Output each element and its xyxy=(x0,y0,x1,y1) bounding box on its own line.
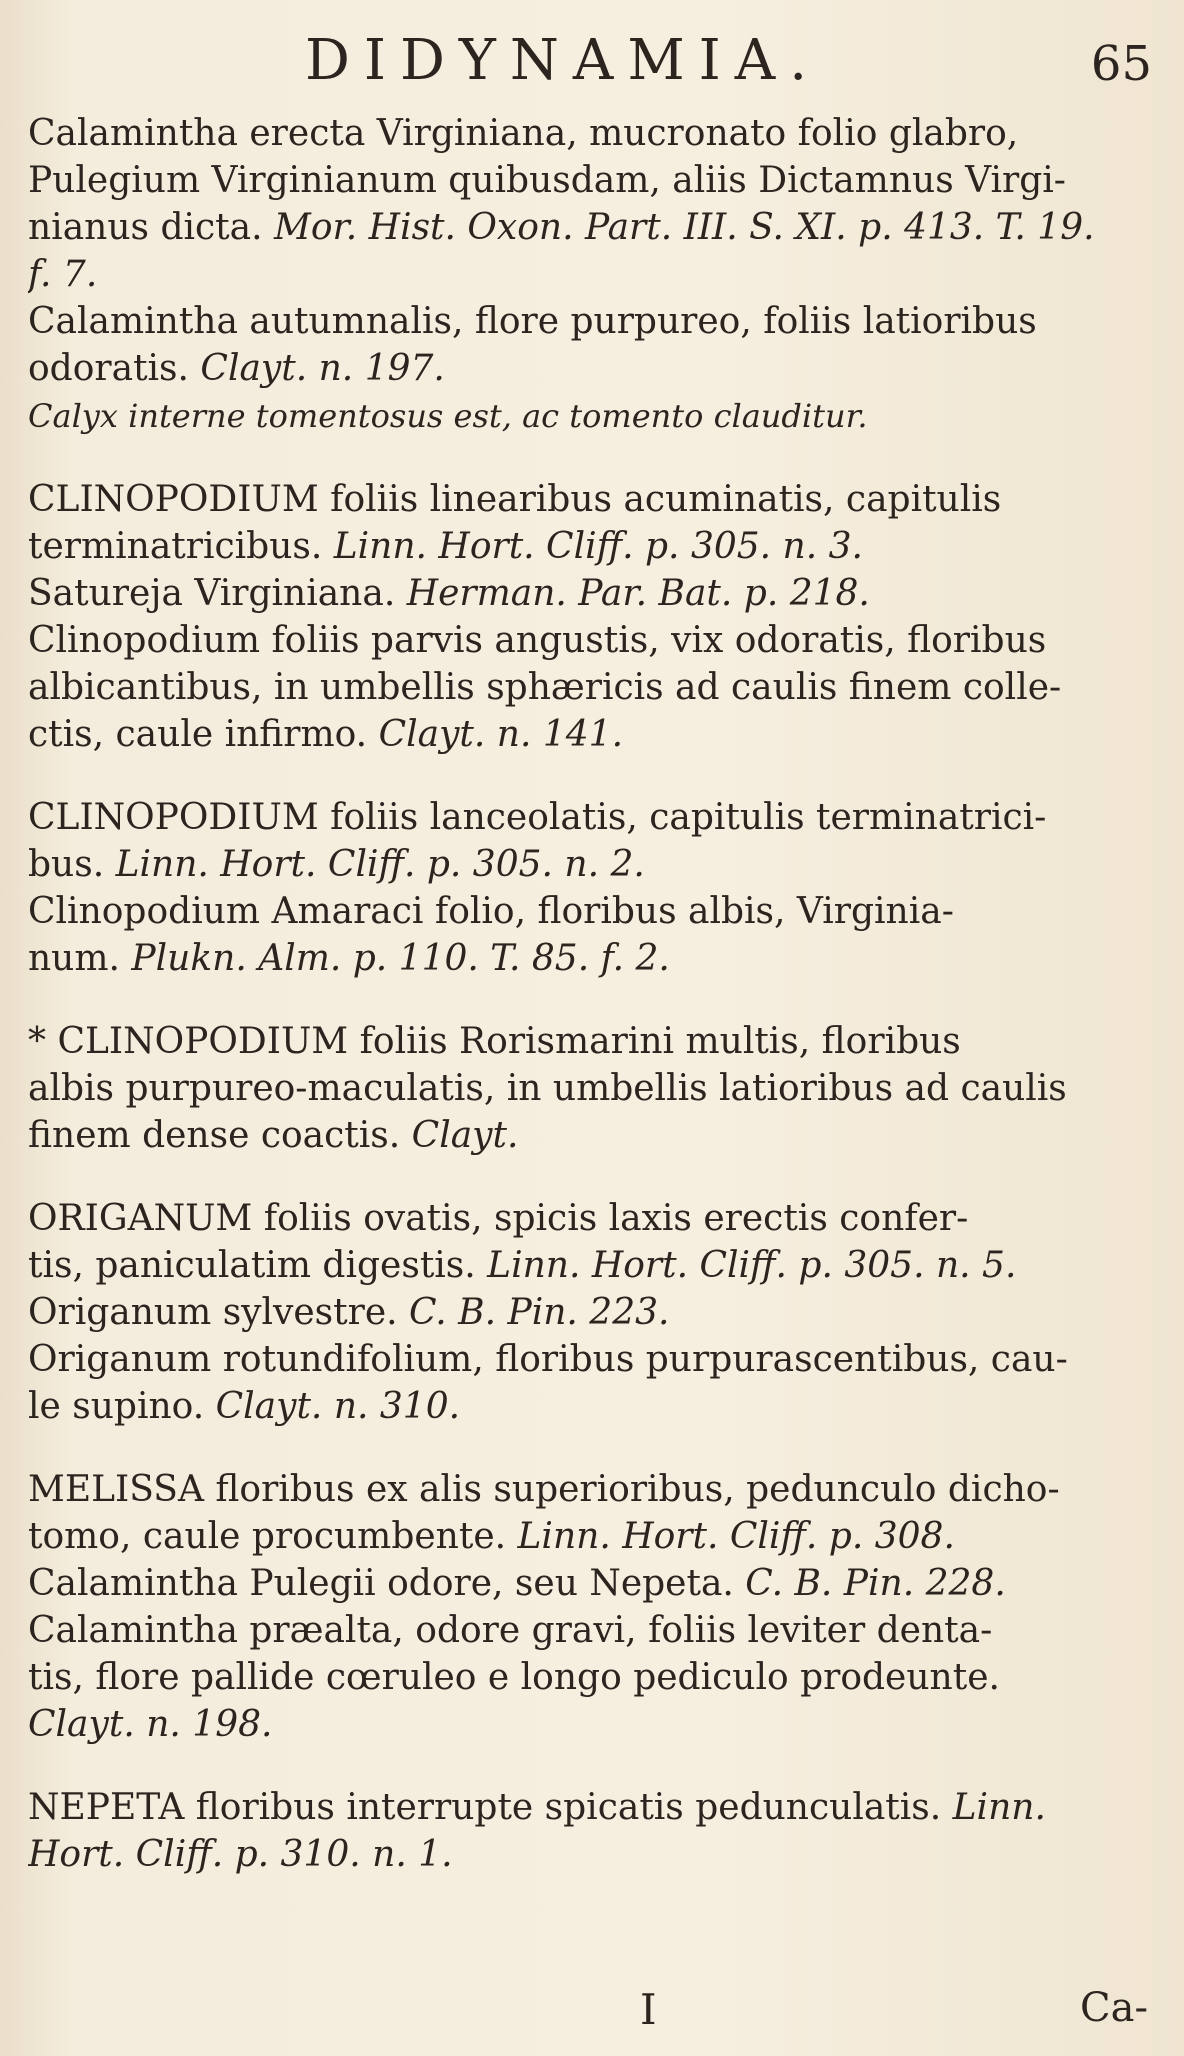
line-text: nianus dicta. xyxy=(28,207,263,248)
line-text: ctis, caule infirmo. xyxy=(28,714,368,755)
line-text: albis purpureo-maculatis, in umbellis latioribus ad caulis xyxy=(28,1068,1067,1109)
page-footer xyxy=(0,1985,1184,2045)
text-line xyxy=(28,345,1156,392)
text-line xyxy=(28,1336,1156,1383)
line-text: le supino. xyxy=(28,1386,205,1427)
text-line xyxy=(28,1242,1156,1289)
citation-reference: Hort. Cliff. p. 310. n. 1. xyxy=(28,1834,453,1875)
text-line xyxy=(28,664,1156,711)
text-line xyxy=(28,392,1156,440)
text-line xyxy=(28,204,1156,251)
text-line xyxy=(28,1466,1156,1513)
line-text: finem dense coactis. xyxy=(28,1115,401,1156)
botanical-entry xyxy=(28,476,1156,758)
signature-mark: I xyxy=(640,1985,657,2034)
line-text: CLINOPODIUM foliis linearibus acuminatis, capitulis xyxy=(28,479,1002,520)
citation-reference: Linn. Hort. Cliff. p. 305. n. 2. xyxy=(104,844,645,885)
text-line xyxy=(28,1018,1156,1065)
text-line xyxy=(28,1383,1156,1430)
line-text: Clinopodium foliis parvis angustis, vix odoratis, floribus xyxy=(28,620,1047,661)
citation-reference: Clayt. n. 141. xyxy=(367,714,624,755)
citation-reference: Linn. Hort. Cliff. p. 305. n. 5. xyxy=(475,1245,1017,1286)
botanical-entry xyxy=(28,794,1156,982)
citation-reference: Linn. xyxy=(941,1787,1046,1828)
botanical-entry xyxy=(28,110,1156,440)
text-line xyxy=(28,888,1156,935)
citation-reference: Clayt. n. 198. xyxy=(28,1704,273,1745)
botanical-note: Calyx interne tomentosus est, ac tomento clauditur. xyxy=(28,397,868,435)
line-text: NEPETA floribus interrupte spicatis pedunculatis. xyxy=(28,1787,942,1828)
text-line xyxy=(28,841,1156,888)
text-line xyxy=(28,617,1156,664)
text-line xyxy=(28,1784,1156,1831)
text-line xyxy=(28,1654,1156,1701)
line-text: MELISSA floribus ex alis superioribus, pedunculo dicho- xyxy=(28,1469,1060,1510)
running-title: DIDYNAMIA. xyxy=(305,28,822,93)
line-text: tis, flore pallide cœruleo e longo pediculo prodeunte. xyxy=(28,1657,1000,1698)
text-line xyxy=(28,157,1156,204)
text-line xyxy=(28,1112,1156,1159)
page-body xyxy=(28,110,1156,1914)
line-text: albicantibus, in umbellis sphæricis ad caulis finem colle- xyxy=(28,667,1062,708)
text-line xyxy=(28,298,1156,345)
text-line xyxy=(28,110,1156,157)
line-text: Origanum sylvestre. xyxy=(28,1292,398,1333)
citation-reference: Plukn. Alm. p. 110. T. 85. f. 2. xyxy=(119,938,670,979)
botanical-entry xyxy=(28,1466,1156,1748)
line-text: Calamintha præalta, odore gravi, foliis leviter denta- xyxy=(28,1610,993,1651)
line-text: tomo, caule procumbente. xyxy=(28,1516,507,1557)
line-text: terminatricibus. xyxy=(28,526,323,567)
line-text: ORIGANUM foliis ovatis, spicis laxis erectis confer- xyxy=(28,1198,969,1239)
text-line xyxy=(28,1607,1156,1654)
botanical-entry xyxy=(28,1195,1156,1430)
line-text: bus. xyxy=(28,844,105,885)
text-line xyxy=(28,935,1156,982)
citation-reference: Clayt. n. 197. xyxy=(188,348,445,389)
text-line xyxy=(28,711,1156,758)
line-text: CLINOPODIUM foliis lanceolatis, capitulis terminatrici- xyxy=(28,797,1047,838)
text-line xyxy=(28,1289,1156,1336)
text-line xyxy=(28,1560,1156,1607)
line-text: Clinopodium Amaraci folio, floribus albis, Virginia- xyxy=(28,891,954,932)
line-text: Pulegium Virginianum quibusdam, aliis Dictamnus Virgi- xyxy=(28,160,1066,201)
botanical-entry xyxy=(28,1784,1156,1878)
page-number: 65 xyxy=(1090,36,1152,92)
line-text: Origanum rotundifolium, floribus purpurascentibus, cau- xyxy=(28,1339,1068,1380)
line-text: Calamintha erecta Virginiana, mucronato folio glabro, xyxy=(28,113,1019,154)
text-line xyxy=(28,1065,1156,1112)
text-line xyxy=(28,1195,1156,1242)
citation-reference: Clayt. n. 310. xyxy=(204,1386,461,1427)
citation-reference: Linn. Hort. Cliff. p. 305. n. 3. xyxy=(322,526,863,567)
text-line xyxy=(28,476,1156,523)
line-text: * CLINOPODIUM foliis Rorismarini multis, floribus xyxy=(28,1021,961,1062)
line-text: Satureja Virginiana. xyxy=(28,573,396,614)
line-text: Calamintha autumnalis, flore purpureo, foliis latioribus xyxy=(28,301,1037,342)
text-line xyxy=(28,523,1156,570)
citation-reference: f. 7. xyxy=(28,254,98,295)
citation-reference: Linn. Hort. Cliff. p. 308. xyxy=(506,1516,955,1557)
citation-reference: C. B. Pin. 228. xyxy=(733,1563,1006,1604)
line-text: tis, paniculatim digestis. xyxy=(28,1245,476,1286)
text-line xyxy=(28,1831,1156,1878)
text-line xyxy=(28,1513,1156,1560)
page-header xyxy=(0,18,1184,98)
citation-reference: Herman. Par. Bat. p. 218. xyxy=(395,573,870,614)
text-line xyxy=(28,794,1156,841)
line-text: odoratis. xyxy=(28,348,189,389)
line-text: Calamintha Pulegii odore, seu Nepeta. xyxy=(28,1563,734,1604)
botanical-entry xyxy=(28,1018,1156,1159)
text-line xyxy=(28,570,1156,617)
text-line xyxy=(28,1701,1156,1748)
line-text: num. xyxy=(28,938,120,979)
citation-reference: Clayt. xyxy=(400,1115,519,1156)
citation-reference: Mor. Hist. Oxon. Part. III. S. XI. p. 413. T. 19. xyxy=(262,207,1095,248)
text-line xyxy=(28,251,1156,298)
catchword: Ca- xyxy=(1080,1985,1148,2031)
citation-reference: C. B. Pin. 223. xyxy=(397,1292,670,1333)
